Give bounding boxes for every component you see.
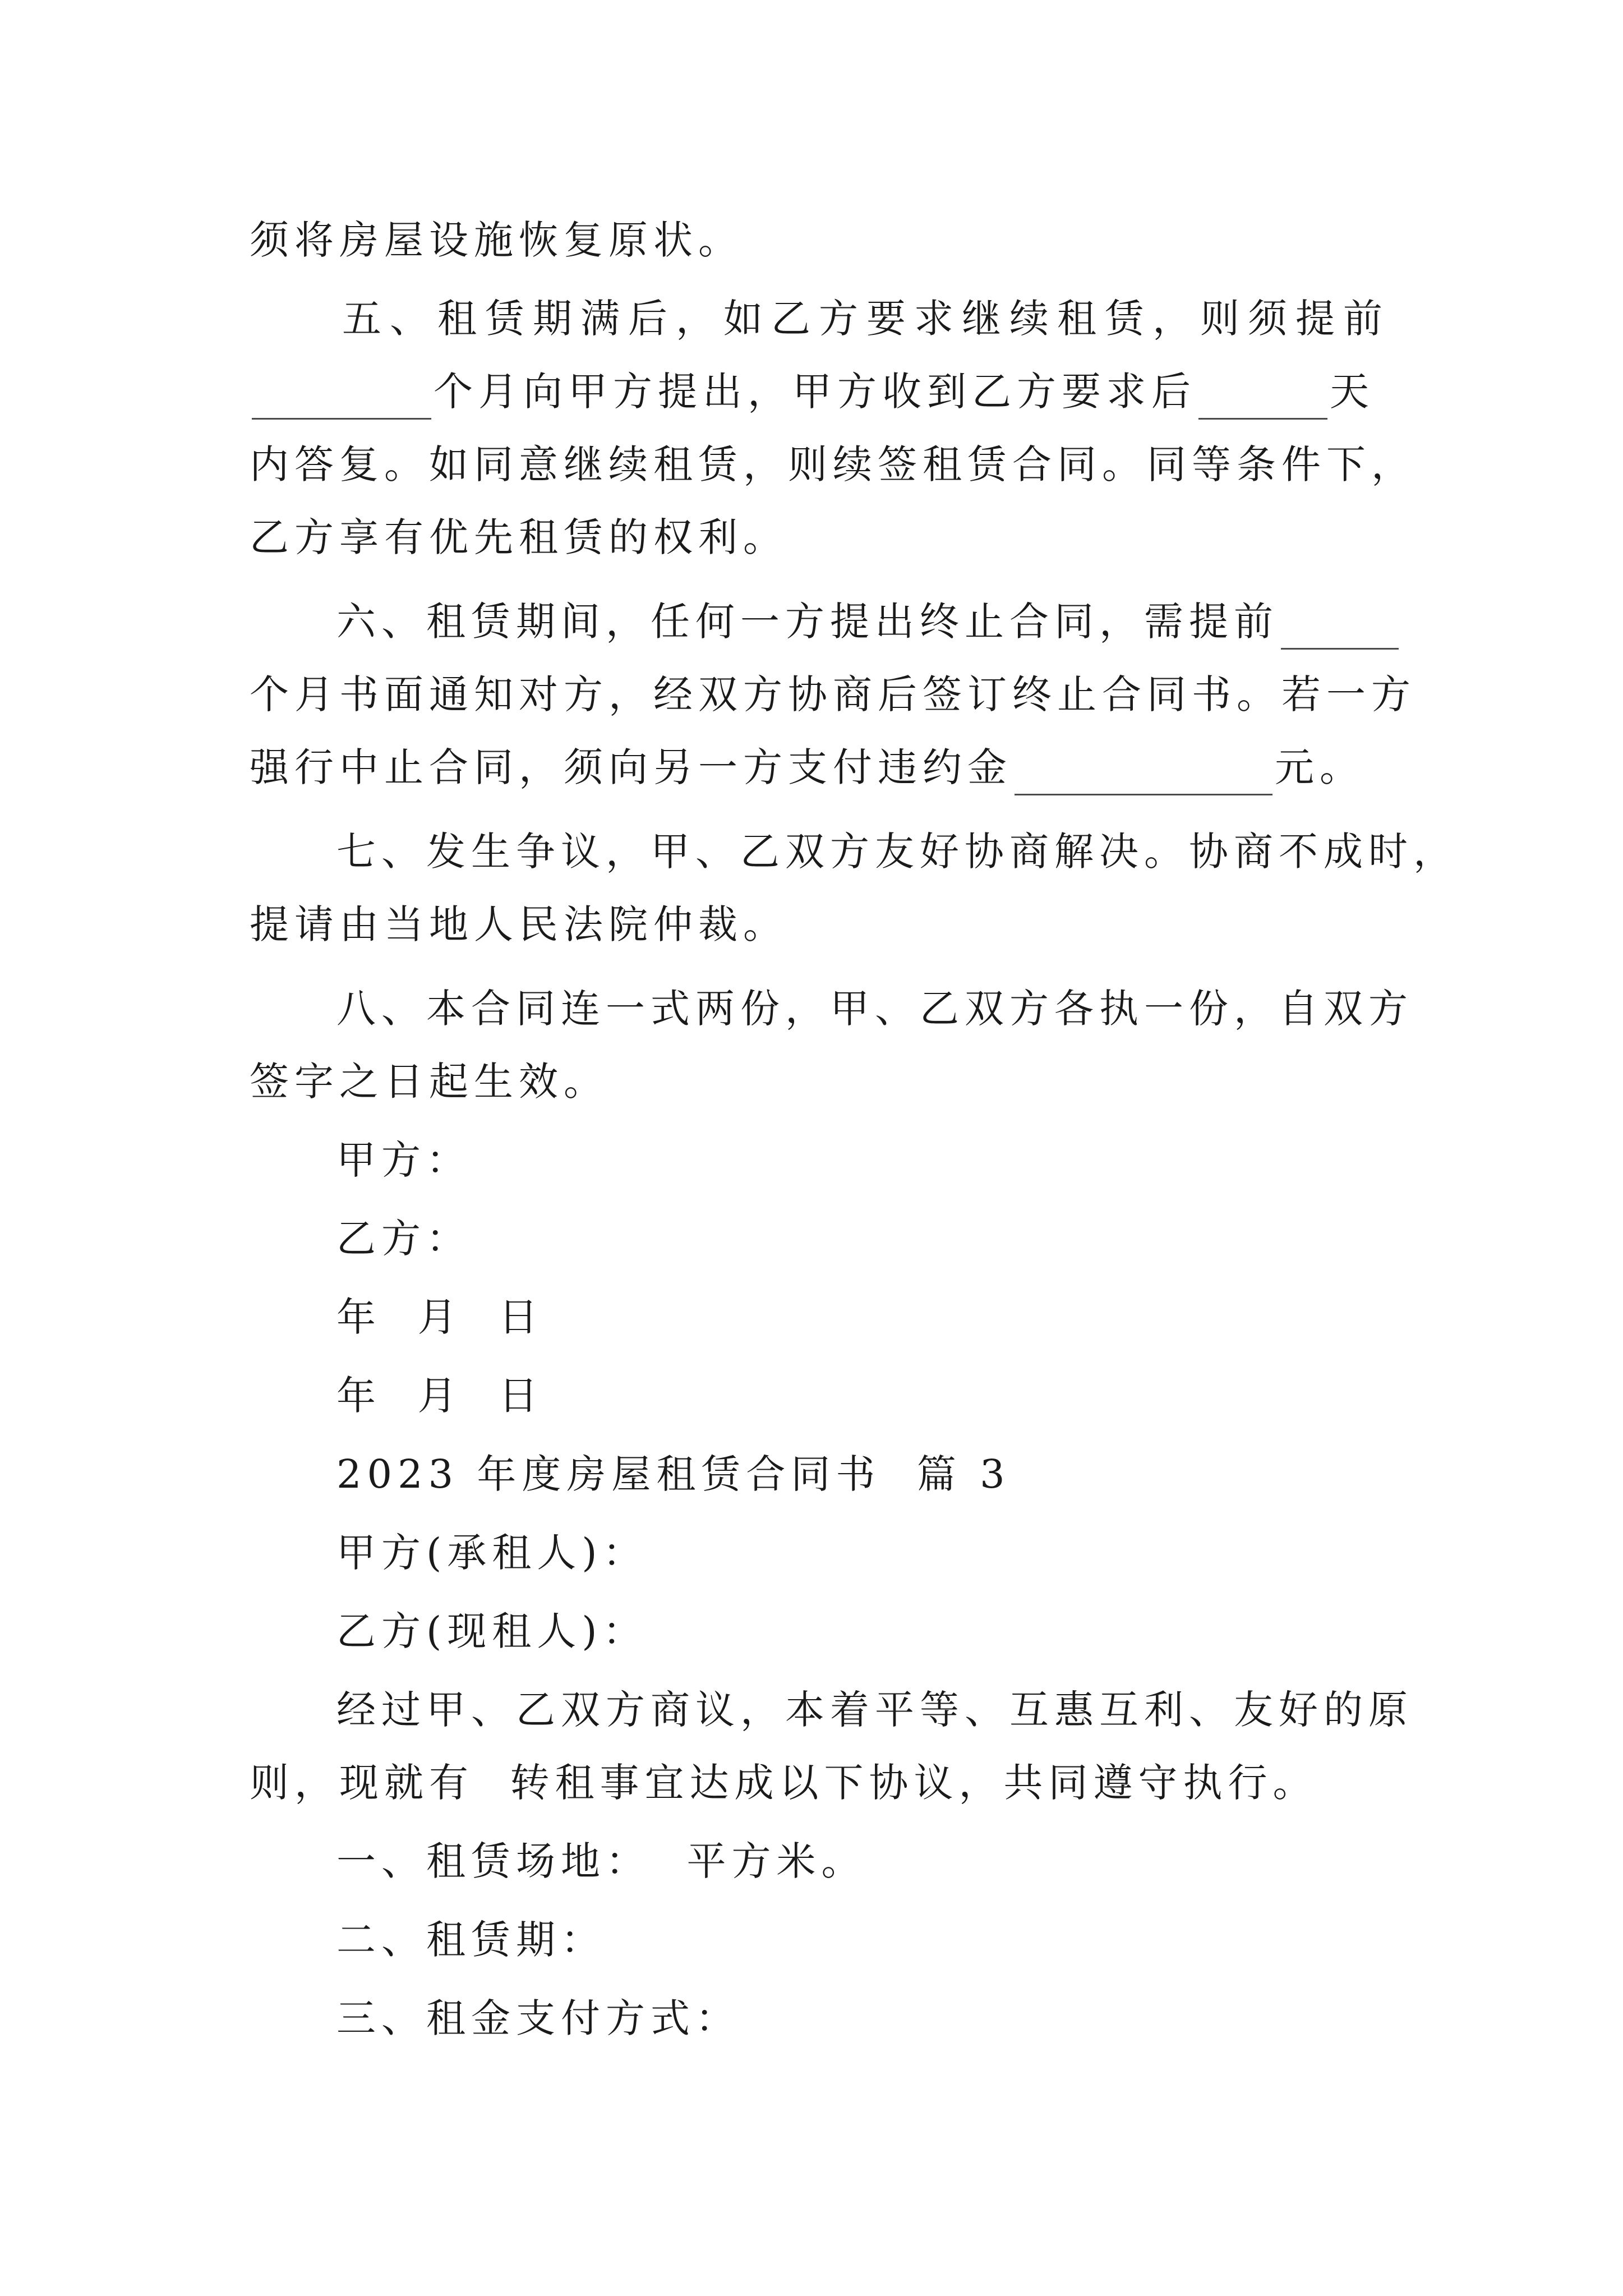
signature-date-2: 年 月 日 xyxy=(336,1373,544,1419)
clause8-line2: 签字之日起生效。 xyxy=(250,1059,608,1105)
clause5-line2-text-a: 个月向甲方提出，甲方收到乙方要求后 xyxy=(434,369,1196,415)
signature-date-1: 年 月 日 xyxy=(336,1294,544,1340)
section3-item3: 三、租金支付方式： xyxy=(336,1995,740,2041)
blank-months-notice xyxy=(1281,612,1399,650)
section3-lessor: 乙方(现租人)： xyxy=(336,1608,648,1654)
blank-months-renewal xyxy=(252,382,431,420)
intro-tail-line: 须将房屋设施恢复原状。 xyxy=(250,217,743,263)
section3-preamble-line1: 经过甲、乙双方商议，本着平等、互惠互利、友好的原 xyxy=(336,1687,1413,1733)
section3-item1: 一、租赁场地： 平方米。 xyxy=(336,1838,866,1884)
clause6-line1-text: 六、租赁期间，任何一方提出终止合同，需提前 xyxy=(336,599,1279,645)
section3-lessee: 甲方(承租人)： xyxy=(336,1530,648,1576)
clause5-line2-text-b: 天 xyxy=(1330,369,1375,415)
blank-days-reply xyxy=(1198,382,1327,420)
blank-penalty-amount xyxy=(1015,758,1272,795)
signature-party-b: 乙方： xyxy=(336,1216,471,1262)
clause6-line1 xyxy=(336,593,1401,650)
clause5-line3: 内答复。如同意继续租赁，则续签租赁合同。同等条件下， xyxy=(250,441,1416,487)
section3-title: 2023 年度房屋租赁合同书 篇 3 xyxy=(336,1451,1011,1497)
clause5-line1: 五、租赁期满后，如乙方要求继续租赁，则须提前 xyxy=(342,296,1388,342)
clause7-line1: 七、发生争议，甲、乙双方友好协商解决。协商不成时， xyxy=(336,829,1458,875)
section3-item2: 二、租赁期： xyxy=(336,1917,606,1963)
clause6-line2: 个月书面通知对方，经双方协商后签订终止合同书。若一方 xyxy=(250,671,1416,717)
clause6-line3-text-a: 强行中止合同，须向另一方支付违约金 xyxy=(250,744,1012,790)
clause8-line1: 八、本合同连一式两份，甲、乙双方各执一份，自双方 xyxy=(336,986,1413,1032)
clause6-line3-text-b: 元。 xyxy=(1275,744,1364,790)
clause5-line2 xyxy=(250,364,1388,420)
signature-party-a: 甲方： xyxy=(336,1137,471,1183)
clause7-line2: 提请由当地人民法院仲裁。 xyxy=(250,901,788,947)
clause5-line4: 乙方享有优先租赁的权利。 xyxy=(250,514,788,560)
clause6-line3 xyxy=(250,739,1364,795)
section3-preamble-line2: 则，现就有 转租事宜达成以下协议，共同遵守执行。 xyxy=(250,1760,1318,1806)
